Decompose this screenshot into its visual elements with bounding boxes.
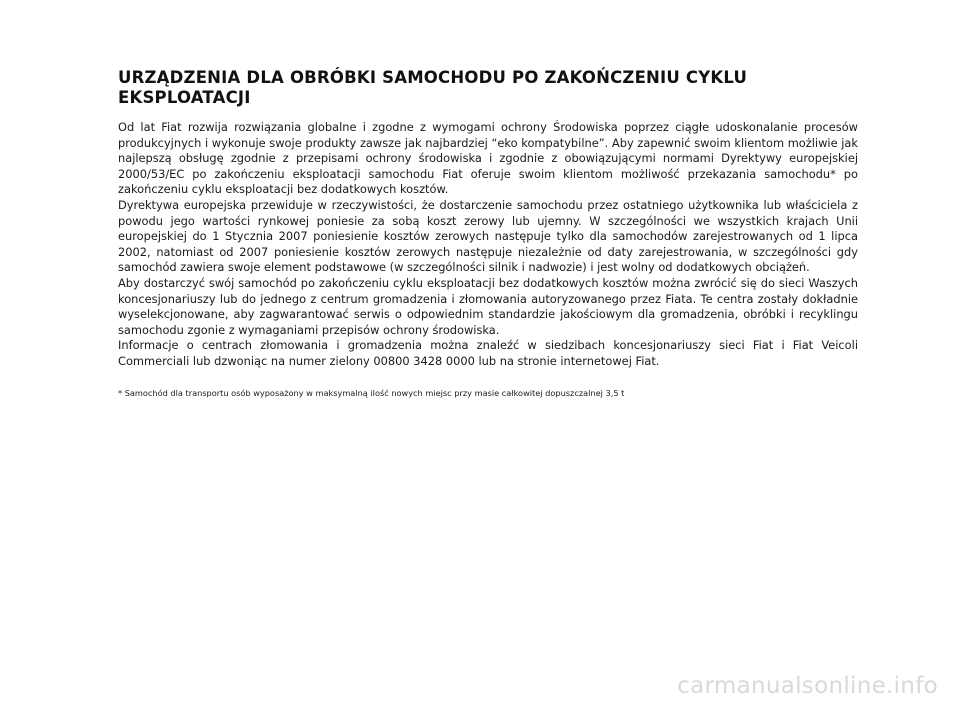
footnote: * Samochód dla transportu osób wyposażony w maksymalną ilość nowych miejsc przy masie całkowitej dopuszczalnej 3,5 t — [118, 387, 625, 398]
page-title: URZĄDZENIA DLA OBRÓBKI SAMOCHODU PO ZAKOŃCZENIU CYKLU EKSPLOATACJI — [118, 68, 748, 107]
paragraph-4: Informacje o centrach złomowania i gromadzenia można znaleźć w siedzibach koncesjonariuszy sieci Fiat i Fiat Veicoli Commerciali lub dzwoniąc na numer zielony 00800 3428 0000 lub na stronie internetowej Fiat. — [118, 338, 858, 368]
document-page — [118, 68, 858, 399]
body-text — [118, 120, 858, 370]
paragraph-2: Dyrektywa europejska przewiduje w rzeczywistości, że dostarczenie samochodu przez ostatniego użytkownika lub właściciela z powodu jego wartości rynkowej poniesie za sobą koszt zerowy lub ujemny. W szczególności we wszystkich krajach Unii europejskiej do 1 Stycznia 2007 poniesienie kosztów zerowych następuje tylko dla samochodów zarejestrowanych od 1 lipca 2002, natomiast od 2007 poniesienie kosztów zerowych następuje niezależnie od daty zarejestrowania, w szczególności gdy samochód zawiera swoje element podstawowe (w szczególności silnik i nadwozie) i jest wolny od dodatkowych obciążeń. — [118, 197, 858, 275]
paragraph-1: Od lat Fiat rozwija rozwiązania globalne i zgodne z wymogami ochrony Środowiska poprzez ciągłe udoskonalanie procesów produkcyjnych i wykonuje swoje produkty zawsze jak najbardziej “eko kompatybilne”. Aby zapewnić swoim klientom możliwie jak najlepszą obsługę zgodnie z przepisami ochrony środowiska i zgodnie z obowiązującymi normami Dyrektywy europejskiej 2000/53/EC po zakończeniu eksploatacji samochodu Fiat oferuje swoim klientom możliwość przekazania samochodu* po zakończeniu cyklu eksploatacji bez dodatkowych kosztów. — [118, 120, 858, 197]
paragraph-3: Aby dostarczyć swój samochód po zakończeniu cyklu eksploatacji bez dodatkowych kosztów można zwrócić się do sieci Waszych koncesjonariuszy lub do jednego z centrum gromadzenia i złomowania autoryzowanego przez Fiata. Te centra zostały dokładnie wyselekcjonowane, aby zagwarantować serwis o odpowiednim standardzie jakościowym dla gromadzenia, obróbki i recyklingu samochodu zgonie z wymaganiami przepisów ochrony środowiska. — [118, 275, 858, 337]
watermark: carmanualsonline.info — [677, 673, 938, 699]
